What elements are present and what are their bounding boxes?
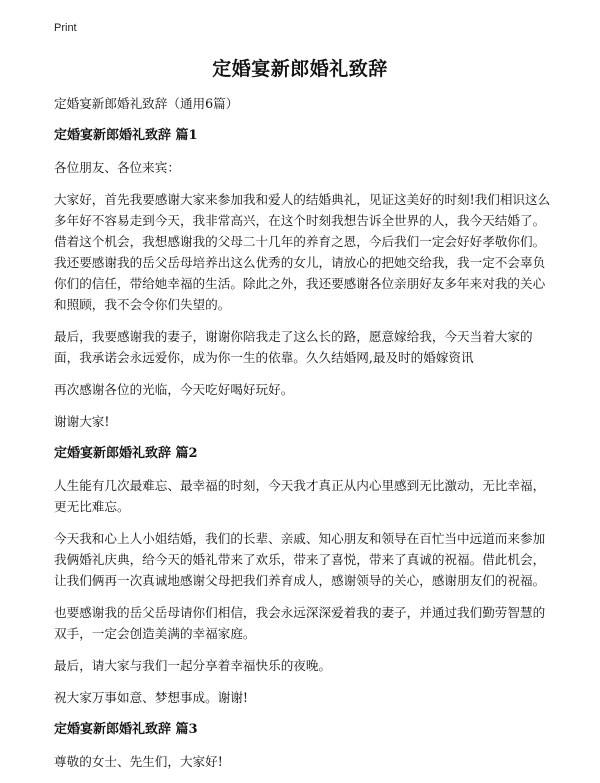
page-title: 定婚宴新郎婚礼致辞 — [212, 58, 388, 80]
paragraph: 谢谢大家! — [54, 414, 110, 429]
document-subtitle: 定婚宴新郎婚礼致辞（通用6篇） — [54, 96, 239, 111]
paragraph: 各位朋友、各位来宾： — [54, 160, 180, 175]
paragraph: 也要感谢我的岳父岳母请你们相信，我会永远深深爱着我的妻子，并通过我们勤劳智慧的双手，一定会创造美满的幸福家庭。 — [54, 605, 546, 641]
document-body — [54, 93, 554, 783]
paragraph: 祝大家万事如意、梦想事成。谢谢! — [54, 690, 248, 705]
section-heading: 定婚宴新郎婚礼致辞 篇2 — [54, 446, 198, 461]
paragraph: 最后，请大家与我们一起分享着幸福快乐的夜晚。 — [54, 658, 332, 673]
paragraph: 大家好，首先我要感谢大家来参加我和爱人的结婚典礼，见证这美好的时刻!我们相识这么多年好不容易走到今天，我非常高兴，在这个时刻我想告诉全世界的人，我今天结婚了。借着这个机会，我想感谢我的父母二十几年的养育之恩，今后我们一定会好好孝敬你们。我还要感谢我的岳父岳母培养出这么优秀的女儿，请放心的把她交给我，我一定不会辜负你们的信任，带给她幸福的生活。除此之外，我还要感谢各位亲朋好友多年来对我的关心和照顾，我不会令你们失望的。 — [54, 192, 551, 312]
section-heading: 定婚宴新郎婚礼致辞 篇1 — [54, 128, 198, 143]
paragraph: 人生能有几次最难忘、最幸福的时刻，今天我才真正从内心里感到无比激动，无比幸福，更无比难忘。 — [54, 478, 546, 514]
paragraph: 今天我和心上人小姐结婚，我们的长辈、亲戚、知心朋友和领导在百忙当中远道而来参加我俩婚礼庆典，给今天的婚礼带来了欢乐，带来了喜悦，带来了真诚的祝福。借此机会，让我们俩再一次真诚地感谢父母把我们养育成人，感谢领导的关心，感谢朋友们的祝福。 — [54, 531, 546, 588]
speech-section-2 — [54, 443, 554, 708]
paragraph: 再次感谢各位的光临，今天吃好喝好玩好。 — [54, 382, 294, 397]
section-heading: 定婚宴新郎婚礼致辞 篇3 — [54, 722, 198, 737]
speech-section-3 — [54, 719, 554, 772]
paragraph: 最后，我要感谢我的妻子，谢谢你陪我走了这么长的路，愿意嫁给我，今天当着大家的面，我承诺会永远爱你，成为你一生的依靠。久久结婚网,最及时的婚嫁资讯 — [54, 329, 533, 365]
paragraph: 尊敬的女士、先生们，大家好! — [54, 754, 223, 769]
print-link[interactable]: Print — [54, 22, 77, 34]
speech-section-1 — [54, 125, 554, 432]
